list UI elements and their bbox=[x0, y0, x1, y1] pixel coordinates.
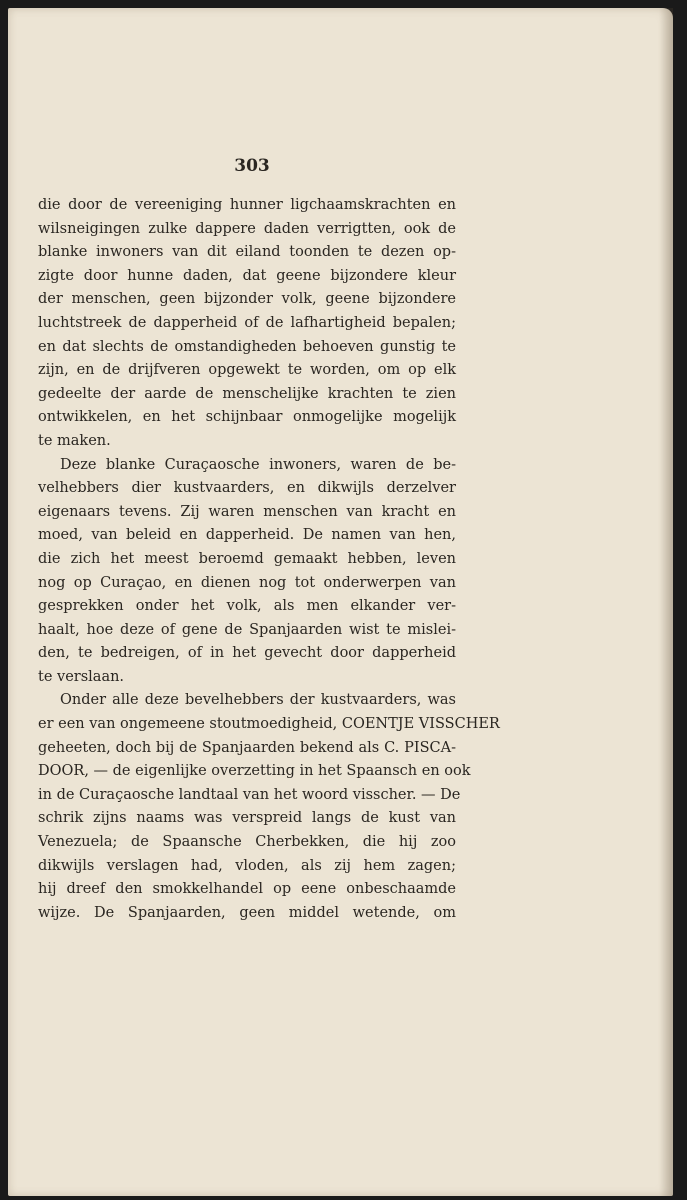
text-line: die door de vereeniging hunner ligchaamskrachten en bbox=[38, 197, 456, 213]
text-line: wijze. De Spanjaarden, geen middel wetende, om bbox=[38, 904, 456, 921]
text-line: moed, van beleid en dapperheid. De namen van hen, bbox=[38, 527, 456, 544]
book-page bbox=[8, 8, 673, 1196]
text-line: gesprekken onder het volk, als men elkander ver- bbox=[38, 598, 456, 615]
text-line: eigenaars tevens. Zij waren menschen van kracht en bbox=[38, 503, 456, 520]
text-line: Venezuela; de Spaansche Cherbekken, die hij zoo bbox=[38, 834, 456, 851]
text-line: te maken. bbox=[38, 432, 111, 449]
text-line: in de Curaçaosche landtaal van het woord visscher. — De bbox=[38, 786, 461, 803]
text-line: luchtstreek de dapperheid of de lafhartigheid bepalen; bbox=[38, 314, 456, 331]
text-line: der menschen, geen bijzonder volk, geene bijzondere bbox=[38, 291, 456, 308]
text-line: hij dreef den smokkelhandel op eene onbeschaamde bbox=[38, 881, 456, 898]
text-line: geheeten, doch bij de Spanjaarden bekend als C. PISCA- bbox=[38, 739, 456, 756]
text-line: zigte door hunne daden, dat geene bijzondere kleur bbox=[38, 267, 456, 284]
text-line: nog op Curaçao, en dienen nog tot onderwerpen van bbox=[38, 574, 456, 591]
text-line: den, te bedreigen, of in het gevecht door dapperheid bbox=[38, 645, 456, 662]
text-line: velhebbers dier kustvaarders, en dikwijls derzelver bbox=[38, 480, 456, 497]
text-lines bbox=[38, 194, 500, 925]
text-line: die zich het meest beroemd gemaakt hebben, leven bbox=[38, 550, 456, 567]
text-line: Onder alle deze bevelhebbers der kustvaarders, was bbox=[60, 692, 456, 709]
text-line: en dat slechts de omstandigheden behoeven gunstig te bbox=[38, 338, 456, 355]
text-line: te verslaan. bbox=[38, 668, 125, 685]
text-line: er een van ongemeene stoutmoedigheid, COENTJE VISSCHER bbox=[38, 716, 500, 733]
text-line: dikwijls verslagen had, vloden, als zij hem zagen; bbox=[38, 857, 456, 874]
text-line: gedeelte der aarde de menschelijke krachten te zien bbox=[38, 385, 456, 402]
text-line: DOOR, — de eigenlijke overzetting in het Spaansch en ook bbox=[38, 763, 471, 780]
text-block bbox=[38, 156, 500, 925]
page-edge-shadow bbox=[659, 8, 673, 1196]
text-line: haalt, hoe deze of gene de Spanjaarden wist te mislei- bbox=[38, 621, 456, 638]
text-line: blanke inwoners van dit eiland toonden te dezen op- bbox=[38, 244, 456, 261]
text-line: wilsneigingen zulke dappere daden verrigtten, ook de bbox=[38, 220, 456, 237]
text-line: ontwikkelen, en het schijnbaar onmogelijke mogelijk bbox=[38, 409, 456, 426]
page-number: 303 bbox=[234, 156, 270, 176]
text-line: schrik zijns naams was verspreid langs de kust van bbox=[38, 810, 456, 827]
text-line: zijn, en de drijfveren opgewekt te worden, om op elk bbox=[38, 362, 456, 379]
text-line: Deze blanke Curaçaosche inwoners, waren de be- bbox=[60, 456, 456, 473]
